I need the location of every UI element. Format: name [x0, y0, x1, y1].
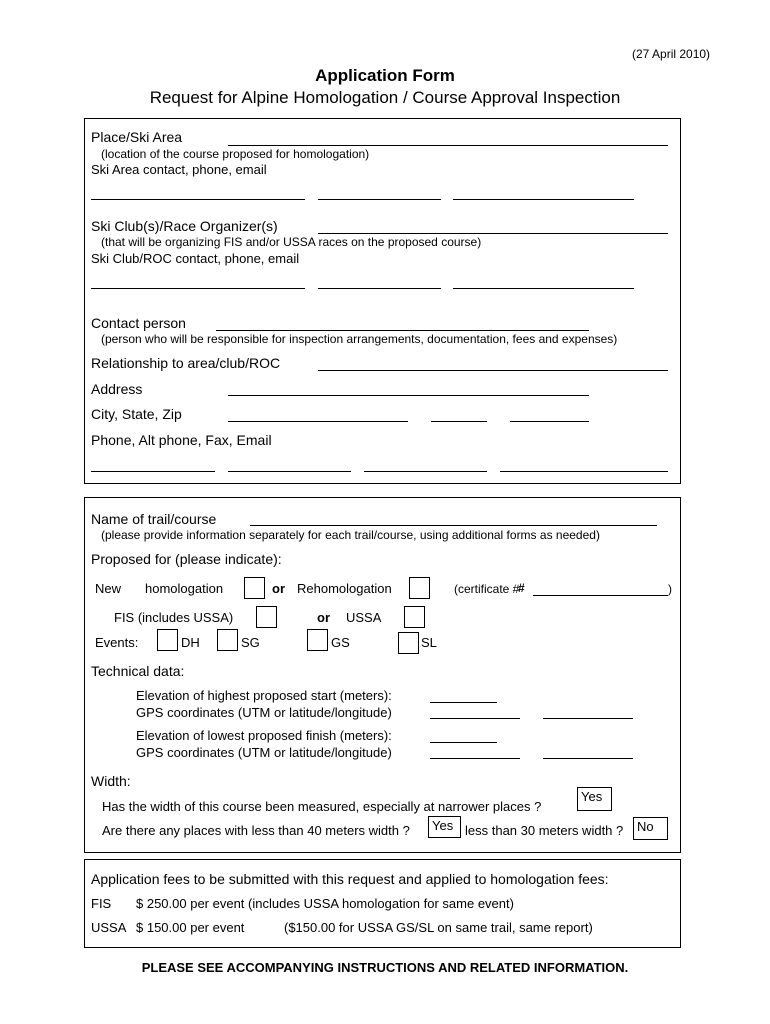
- dh-label: DH: [181, 635, 200, 650]
- elev-finish-field[interactable]: [430, 742, 497, 743]
- fax-field[interactable]: [364, 471, 487, 472]
- gps-finish-field-1[interactable]: [430, 758, 520, 759]
- rehomologation-label: Rehomologation: [297, 581, 392, 596]
- sg-checkbox[interactable]: [217, 629, 238, 651]
- club-email-field[interactable]: [453, 288, 634, 289]
- gps-start-label: GPS coordinates (UTM or latitude/longitude): [136, 705, 392, 720]
- club-contact-field[interactable]: [91, 288, 305, 289]
- fees-heading: Application fees to be submitted with this request and applied to homologation fees:: [91, 871, 609, 887]
- club-note: (that will be organizing FIS and/or USSA races on the proposed course): [101, 235, 482, 249]
- trail-note: (please provide information separately for each trail/course, using additional forms as needed): [101, 528, 600, 542]
- fis-fee-text: $ 250.00 per event (includes USSA homologation for same event): [136, 896, 514, 911]
- fis-checkbox[interactable]: [256, 606, 277, 628]
- dh-checkbox[interactable]: [157, 629, 178, 651]
- homologation-checkbox[interactable]: [244, 577, 265, 599]
- address-field[interactable]: [228, 395, 589, 396]
- club-field[interactable]: [318, 233, 668, 234]
- club-label: Ski Club(s)/Race Organizer(s): [91, 218, 278, 234]
- hash-symbol: #: [518, 581, 525, 595]
- gps-finish-label: GPS coordinates (UTM or latitude/longitude): [136, 745, 392, 760]
- club-contact-label: Ski Club/ROC contact, phone, email: [91, 251, 300, 266]
- phone-field[interactable]: [91, 471, 215, 472]
- sl-label: SL: [421, 635, 437, 650]
- place-field[interactable]: [228, 145, 668, 146]
- measured-question: Has the width of this course been measured, especially at narrower places ?: [102, 799, 542, 814]
- gs-checkbox[interactable]: [307, 629, 328, 651]
- less30-question: less than 30 meters width ?: [465, 823, 624, 838]
- elev-start-field[interactable]: [430, 702, 497, 703]
- less40-answer[interactable]: Yes: [428, 816, 461, 838]
- area-contact-label: Ski Area contact, phone, email: [91, 162, 267, 177]
- ussa-fee-text: $ 150.00 per event: [136, 920, 245, 935]
- place-note: (location of the course proposed for homologation): [101, 147, 370, 161]
- ussa-label: USSA: [346, 610, 382, 625]
- width-label: Width:: [91, 773, 131, 789]
- fis-label: FIS (includes USSA): [114, 610, 234, 625]
- fis-fee-org: FIS: [91, 896, 112, 911]
- area-email-field[interactable]: [453, 199, 634, 200]
- contact-person-note: (person who will be responsible for inspection arrangements, documentation, fees and expenses): [101, 332, 618, 346]
- new-label: New: [95, 581, 122, 596]
- sg-label: SG: [241, 635, 260, 650]
- rehomologation-checkbox[interactable]: [409, 577, 430, 599]
- elev-start-label: Elevation of highest proposed start (meters):: [136, 688, 392, 703]
- instructions-notice: PLEASE SEE ACCOMPANYING INSTRUCTIONS AND RELATED INFORMATION.: [141, 960, 629, 975]
- relationship-field[interactable]: [318, 370, 668, 371]
- area-phone-field[interactable]: [318, 199, 441, 200]
- proposed-label: Proposed for (please indicate):: [91, 551, 282, 567]
- trail-label: Name of trail/course: [91, 511, 217, 527]
- ussa-fee-note: ($150.00 for USSA GS/SL on same trail, same report): [284, 920, 593, 935]
- or-label-2: or: [317, 610, 330, 625]
- or-label: or: [272, 581, 285, 596]
- gps-start-field-1[interactable]: [430, 718, 520, 719]
- ussa-fee-org: USSA: [91, 920, 127, 935]
- city-label: City, State, Zip: [91, 406, 182, 422]
- alt-phone-field[interactable]: [228, 471, 351, 472]
- ussa-checkbox[interactable]: [404, 606, 425, 628]
- address-label: Address: [91, 381, 143, 397]
- gs-label: GS: [331, 635, 350, 650]
- trail-field[interactable]: [250, 525, 657, 526]
- less30-answer[interactable]: No: [633, 817, 668, 840]
- less40-question: Are there any places with less than 40 meters width ?: [102, 823, 410, 838]
- form-subtitle: Request for Alpine Homologation / Course Approval Inspection: [149, 88, 621, 107]
- form-title: Application Form: [315, 66, 455, 85]
- certificate-field[interactable]: [533, 595, 668, 596]
- revision-date: (27 April 2010): [632, 47, 711, 61]
- measured-answer[interactable]: Yes: [577, 787, 612, 811]
- elev-finish-label: Elevation of lowest proposed finish (meters):: [136, 728, 392, 743]
- club-phone-field[interactable]: [318, 288, 441, 289]
- state-field[interactable]: [431, 421, 487, 422]
- relationship-label: Relationship to area/club/ROC: [91, 355, 281, 371]
- gps-start-field-2[interactable]: [543, 718, 633, 719]
- certificate-close: ): [668, 582, 672, 596]
- gps-finish-field-2[interactable]: [543, 758, 633, 759]
- phone-label: Phone, Alt phone, Fax, Email: [91, 432, 272, 448]
- zip-field[interactable]: [510, 421, 589, 422]
- contact-person-field[interactable]: [216, 330, 589, 331]
- city-field[interactable]: [228, 421, 408, 422]
- area-contact-field[interactable]: [91, 199, 305, 200]
- technical-label: Technical data:: [91, 663, 185, 679]
- place-label: Place/Ski Area: [91, 129, 183, 145]
- email-field[interactable]: [500, 471, 668, 472]
- certificate-label: (certificate #: [454, 582, 520, 596]
- homologation-label: homologation: [145, 581, 224, 596]
- events-label: Events:: [95, 635, 139, 650]
- contact-person-label: Contact person: [91, 315, 186, 331]
- sl-checkbox[interactable]: [398, 632, 419, 654]
